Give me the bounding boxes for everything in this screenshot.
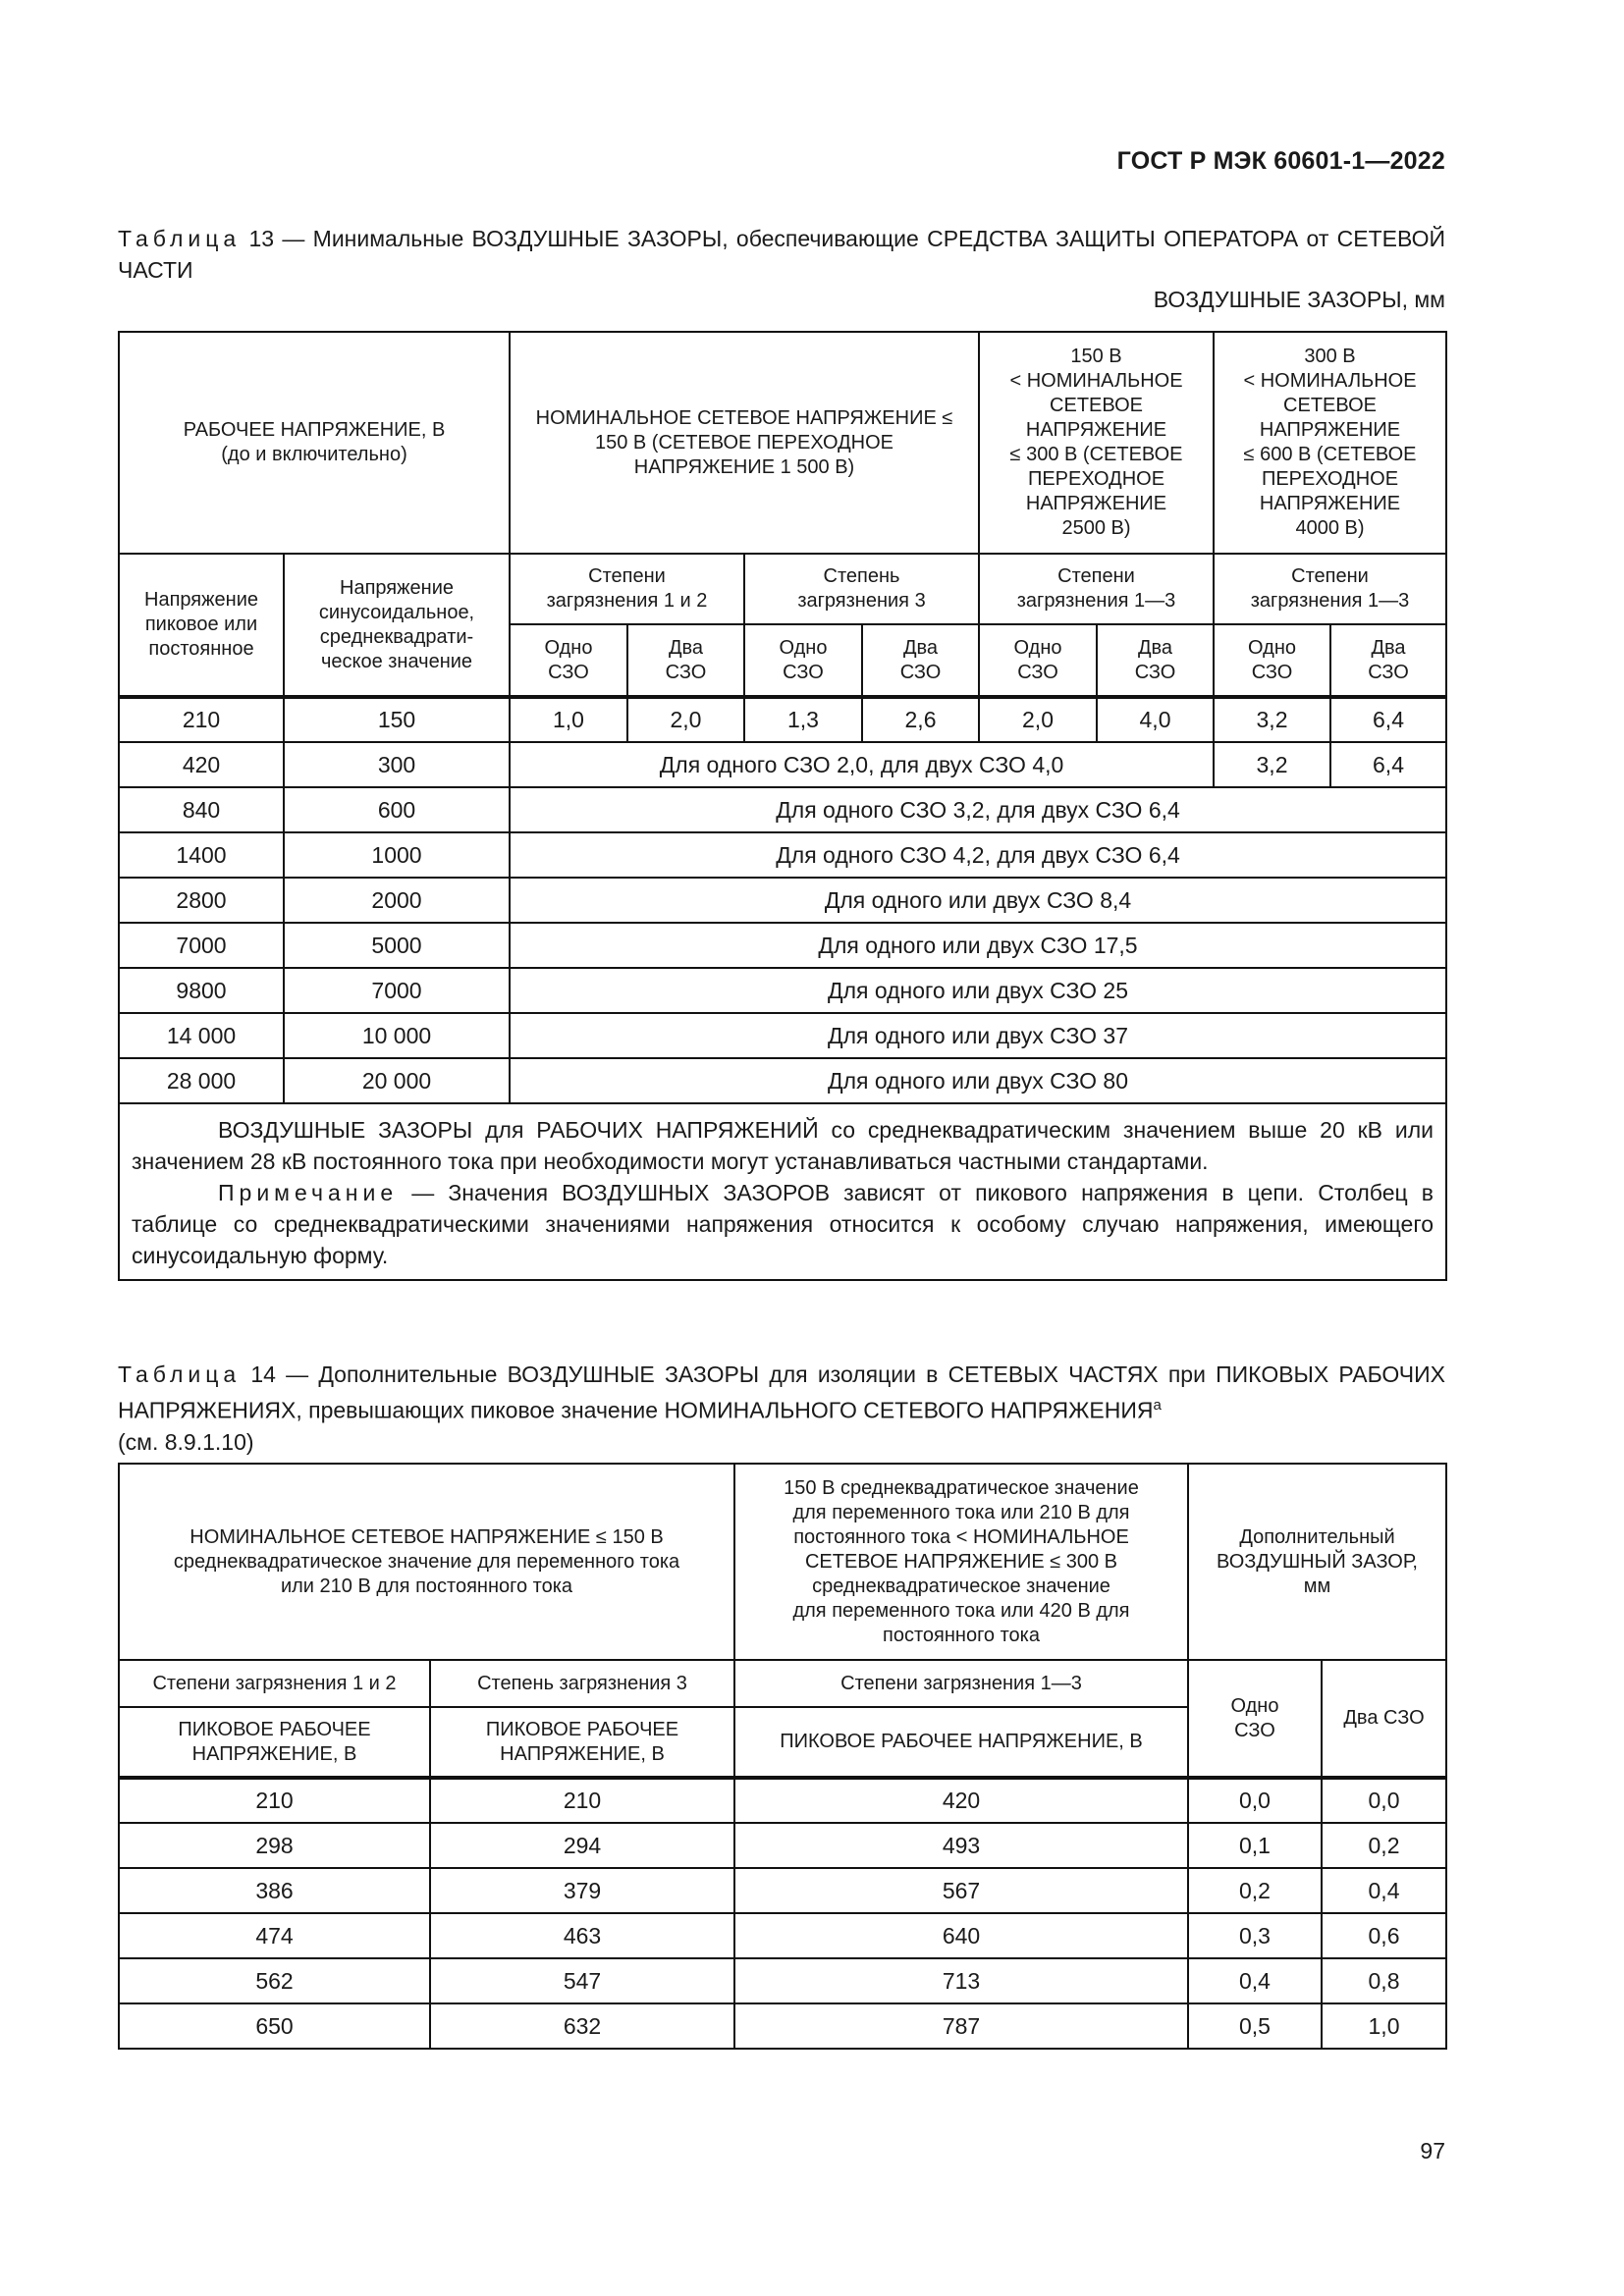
header-one-mop [979, 624, 1097, 697]
cell-value: 2,0 [627, 697, 744, 742]
table14-caption-ref: (см. 8.9.1.10) [118, 1428, 254, 1455]
header-rms-line: Напряжение [340, 576, 454, 599]
header-additional-line: Дополнительный [1239, 1525, 1395, 1548]
header-one-line: СЗО [1017, 661, 1058, 683]
cell-span-value: Для одного или двух СЗО 37 [510, 1013, 1446, 1058]
cell-rms: 1000 [284, 832, 510, 878]
table14-caption-label: Таблица [118, 1362, 242, 1387]
header-two-mop: Два СЗО [1322, 1660, 1446, 1778]
header-peak-line: ПИКОВОЕ РАБОЧЕЕ [485, 1718, 679, 1740]
header-mains-600-line: НАПРЯЖЕНИЕ [1259, 419, 1401, 441]
table13 [118, 331, 1447, 1281]
cell-value: 1,0 [1322, 2003, 1446, 2049]
table14-caption-text: 14 — Дополнительные ВОЗДУШНЫЕ ЗАЗОРЫ для изоляции в СЕТЕВЫХ ЧАСТЯХ при ПИКОВЫХ РАБОЧИХ НАПРЯЖЕНИЯХ, превышающих пиковое значение НОМИНАЛЬНОГО СЕТЕВОГО НАПРЯЖЕНИЯ [118, 1362, 1445, 1423]
header-mains-300-line: среднеквадратическое значение [812, 1575, 1110, 1597]
header-pollution-1-3 [979, 554, 1214, 624]
cell-value: 298 [119, 1823, 430, 1868]
cell-value: 787 [734, 2003, 1188, 2049]
header-pollution-line: Степени [1291, 565, 1369, 587]
header-pollution-3 [744, 554, 979, 624]
header-peak-line: НАПРЯЖЕНИЕ, В [500, 1742, 665, 1765]
header-two-line: Два [1371, 636, 1406, 659]
cell-value: 547 [430, 1958, 734, 2003]
header-peak-voltage [119, 554, 284, 697]
cell-peak: 1400 [119, 832, 284, 878]
header-pollution-1-3: Степени загрязнения 1—3 [734, 1660, 1188, 1707]
cell-value: 3,2 [1214, 742, 1330, 787]
cell-rms: 10 000 [284, 1013, 510, 1058]
table-row [119, 787, 1446, 832]
cell-value: 463 [430, 1913, 734, 1958]
header-pollution-line: Степени [588, 565, 666, 587]
header-peak-working-voltage [430, 1707, 734, 1778]
cell-rms: 150 [284, 697, 510, 742]
cell-value: 713 [734, 1958, 1188, 2003]
header-mains-300 [734, 1464, 1188, 1660]
cell-value: 3,2 [1214, 697, 1330, 742]
cell-span-value: Для одного СЗО 4,2, для двух СЗО 6,4 [510, 832, 1446, 878]
cell-value: 4,0 [1097, 697, 1214, 742]
header-one-line: Одно [1248, 636, 1296, 659]
header-two-line: Два [1137, 636, 1173, 659]
header-one-line: Одно [1230, 1694, 1279, 1717]
header-two-line: СЗО [1368, 661, 1409, 683]
header-one-line: СЗО [783, 661, 824, 683]
table-row [119, 1913, 1446, 1958]
header-mains-300-line: постоянного тока < НОМИНАЛЬНОЕ [793, 1525, 1129, 1548]
cell-value: 0,8 [1322, 1958, 1446, 2003]
cell-value: 294 [430, 1823, 734, 1868]
table13-caption [118, 223, 1445, 286]
table13-caption-text: 13 — Минимальные ВОЗДУШНЫЕ ЗАЗОРЫ, обеспечивающие СРЕДСТВА ЗАЩИТЫ ОПЕРАТОРА от СЕТЕВОЙ ЧАСТИ [118, 226, 1445, 283]
header-two-line: СЗО [665, 661, 707, 683]
table-row [119, 832, 1446, 878]
cell-span-value: Для одного или двух СЗО 8,4 [510, 878, 1446, 923]
cell-value: 210 [119, 1778, 430, 1823]
cell-value: 474 [119, 1913, 430, 1958]
header-one-line: Одно [544, 636, 593, 659]
cell-span-value: Для одного или двух СЗО 25 [510, 968, 1446, 1013]
header-pollution-line: Степень [823, 565, 900, 587]
header-rms-line: синусоидальное, [318, 601, 475, 623]
table13-note-paragraph: ВОЗДУШНЫЕ ЗАЗОРЫ для РАБОЧИХ НАПРЯЖЕНИЙ со среднеквадратическим значением выше 20 кВ или значением 28 кВ постоянного тока при необходимости могут устанавливаться частными стандартами. [132, 1117, 1435, 1174]
cell-value: 420 [734, 1778, 1188, 1823]
header-pollution-line: Степени [1057, 565, 1135, 587]
cell-value: 0,0 [1188, 1778, 1322, 1823]
table13-note-remark [132, 1177, 1434, 1271]
header-additional-line: мм [1303, 1575, 1331, 1597]
header-peak-line: Напряжение [144, 589, 258, 611]
header-mains-150 [510, 332, 979, 554]
header-mains-300-line: < НОМИНАЛЬНОЕ [1009, 370, 1183, 392]
header-peak-working-voltage: ПИКОВОЕ РАБОЧЕЕ НАПРЯЖЕНИЕ, В [734, 1707, 1188, 1778]
header-two-line: СЗО [1134, 661, 1176, 683]
header-mains-600-line: < НОМИНАЛЬНОЕ [1243, 370, 1417, 392]
table13-caption-label: Таблица [118, 226, 242, 251]
header-mains-300-line: постоянного тока [883, 1624, 1040, 1646]
cell-value: 0,6 [1322, 1913, 1446, 1958]
header-mains-150-line: НОМИНАЛЬНОЕ СЕТЕВОЕ НАПРЯЖЕНИЕ ≤ 150 В [189, 1525, 664, 1548]
cell-value: 0,3 [1188, 1913, 1322, 1958]
header-one-mop [744, 624, 862, 697]
header-pollution-line: загрязнения 1—3 [1250, 590, 1410, 612]
cell-peak: 14 000 [119, 1013, 284, 1058]
cell-peak: 28 000 [119, 1058, 284, 1103]
header-mains-300-line: ≤ 300 В (СЕТЕВОЕ [1009, 444, 1183, 465]
header-two-line: СЗО [899, 661, 942, 683]
table-row [119, 742, 1446, 787]
header-working-voltage-title: РАБОЧЕЕ НАПРЯЖЕНИЕ, В [183, 419, 446, 441]
cell-value: 650 [119, 2003, 430, 2049]
cell-value: 493 [734, 1823, 1188, 1868]
cell-value: 6,4 [1330, 697, 1446, 742]
header-one-line: Одно [1013, 636, 1062, 659]
header-mains-150-line: или 210 В для постоянного тока [280, 1575, 573, 1597]
header-mains-150-text: НОМИНАЛЬНОЕ СЕТЕВОЕ НАПРЯЖЕНИЕ ≤ 150 В (СЕТЕВОЕ ПЕРЕХОДНОЕ НАПРЯЖЕНИЕ 1 500 В) [535, 406, 953, 478]
header-one-line: СЗО [1251, 661, 1293, 683]
header-mains-300-line: НАПРЯЖЕНИЕ [1025, 419, 1167, 441]
table-row [119, 2003, 1446, 2049]
header-mains-600-line: СЕТЕВОЕ [1283, 395, 1377, 416]
header-rms-voltage [284, 554, 510, 697]
cell-value: 562 [119, 1958, 430, 2003]
header-mains-300-line: НАПРЯЖЕНИЕ [1025, 493, 1167, 514]
table-row [119, 968, 1446, 1013]
header-working-voltage [119, 332, 510, 554]
cell-span-value: Для одного СЗО 3,2, для двух СЗО 6,4 [510, 787, 1446, 832]
header-mains-600-line: ПЕРЕХОДНОЕ [1261, 468, 1399, 490]
cell-value: 640 [734, 1913, 1188, 1958]
header-pollution-1-2: Степени загрязнения 1 и 2 [119, 1660, 430, 1707]
header-mains-600-line: 300 В [1304, 346, 1356, 367]
cell-value: 0,2 [1322, 1823, 1446, 1868]
header-peak-line: постоянное [148, 638, 254, 660]
header-mains-600-line: ≤ 600 В (СЕТЕВОЕ [1243, 444, 1417, 465]
header-two-line: Два [668, 636, 704, 659]
cell-peak: 7000 [119, 923, 284, 968]
header-one-mop [510, 624, 627, 697]
table13-note-row [119, 1103, 1446, 1280]
header-two-mop [1330, 624, 1446, 697]
header-mains-300-line: для переменного тока или 420 В для [792, 1599, 1130, 1622]
header-peak-line: НАПРЯЖЕНИЕ, В [191, 1742, 357, 1765]
table-row [119, 923, 1446, 968]
cell-value: 2,6 [862, 697, 979, 742]
cell-rms: 5000 [284, 923, 510, 968]
header-mains-600-line: НАПРЯЖЕНИЕ [1259, 493, 1401, 514]
cell-value: 0,1 [1188, 1823, 1322, 1868]
cell-value: 6,4 [1330, 742, 1446, 787]
header-mains-600 [1214, 332, 1446, 554]
cell-peak: 210 [119, 697, 284, 742]
cell-rms: 2000 [284, 878, 510, 923]
table14-caption-footnote: a [1153, 1397, 1162, 1414]
table14 [118, 1463, 1447, 2050]
cell-value: 632 [430, 2003, 734, 2049]
header-mains-300-line: 2500 В) [1061, 517, 1131, 539]
cell-value: 0,0 [1322, 1778, 1446, 1823]
cell-value: 0,4 [1322, 1868, 1446, 1913]
header-mains-150-line: среднеквадратическое значение для переменного тока [173, 1550, 680, 1573]
cell-span-value: Для одного или двух СЗО 80 [510, 1058, 1446, 1103]
header-peak-working-voltage [119, 1707, 430, 1778]
cell-rms: 20 000 [284, 1058, 510, 1103]
header-rms-line: среднеквадрати- [319, 625, 474, 648]
cell-peak: 9800 [119, 968, 284, 1013]
cell-span-value: Для одного СЗО 2,0, для двух СЗО 4,0 [510, 742, 1214, 787]
header-two-mop [862, 624, 979, 697]
header-pollution-1-3 [1214, 554, 1446, 624]
cell-rms: 300 [284, 742, 510, 787]
note-label: Примечание [218, 1180, 399, 1205]
header-one-line: Одно [779, 636, 828, 659]
header-mains-300-line: СЕТЕВОЕ [1050, 395, 1143, 416]
cell-span-value: Для одного или двух СЗО 17,5 [510, 923, 1446, 968]
table-row [119, 1013, 1446, 1058]
header-mains-300-line: ПЕРЕХОДНОЕ [1027, 468, 1165, 490]
header-one-line: СЗО [1234, 1719, 1275, 1741]
header-mains-300-line: 150 В среднеквадратическое значение [784, 1476, 1139, 1499]
header-additional-line: ВОЗДУШНЫЙ ЗАЗОР, [1217, 1550, 1418, 1573]
header-pollution-line: загрязнения 1 и 2 [546, 590, 708, 612]
header-pollution-line: загрязнения 3 [797, 590, 926, 612]
table-row [119, 1868, 1446, 1913]
cell-value: 379 [430, 1868, 734, 1913]
cell-peak: 420 [119, 742, 284, 787]
header-additional-clearance [1188, 1464, 1446, 1660]
header-rms-line: ческое значение [320, 650, 473, 672]
header-pollution-line: загрязнения 1—3 [1016, 590, 1176, 612]
cell-value: 210 [430, 1778, 734, 1823]
header-two-mop [1097, 624, 1214, 697]
header-mains-600-line: 4000 В) [1295, 517, 1365, 539]
cell-value: 2,0 [979, 697, 1097, 742]
header-peak-line: ПИКОВОЕ РАБОЧЕЕ [178, 1718, 371, 1740]
header-mains-300-line: СЕТЕВОЕ НАПРЯЖЕНИЕ ≤ 300 В [804, 1550, 1118, 1573]
header-working-voltage-sub: (до и включительно) [221, 444, 407, 465]
header-mains-300-line: для переменного тока или 210 В для [792, 1501, 1130, 1523]
cell-value: 567 [734, 1868, 1188, 1913]
table-row [119, 1958, 1446, 2003]
document-standard-number: ГОСТ Р МЭК 60601-1—2022 [1116, 147, 1445, 175]
header-one-line: СЗО [548, 661, 589, 683]
table-row [119, 1058, 1446, 1103]
page-number: 97 [1420, 2138, 1445, 2163]
header-peak-line: пиковое или [144, 614, 258, 635]
header-pollution-3: Степень загрязнения 3 [430, 1660, 734, 1707]
header-two-mop [627, 624, 744, 697]
cell-value: 0,5 [1188, 2003, 1322, 2049]
header-mains-150 [119, 1464, 734, 1660]
cell-value: 0,4 [1188, 1958, 1322, 2003]
table-row [119, 697, 1446, 742]
cell-value: 1,0 [510, 697, 627, 742]
note-text: — Значения ВОЗДУШНЫХ ЗАЗОРОВ зависят от пикового напряжения в цепи. Столбец в таблице со среднеквадратическими значениями напряжения относится к особому случаю напряжения, имеющего синусоидальную форму. [132, 1180, 1435, 1268]
header-one-mop [1188, 1660, 1322, 1778]
table-row [119, 878, 1446, 923]
cell-value: 1,3 [744, 697, 862, 742]
table-row [119, 1823, 1446, 1868]
header-mains-300 [979, 332, 1214, 554]
cell-value: 0,2 [1188, 1868, 1322, 1913]
table14-caption [118, 1359, 1445, 1458]
table13-note [119, 1103, 1446, 1280]
header-mains-300-line: 150 В [1070, 346, 1122, 367]
header-one-mop [1214, 624, 1330, 697]
cell-value: 386 [119, 1868, 430, 1913]
header-pollution-1-2 [510, 554, 744, 624]
cell-peak: 840 [119, 787, 284, 832]
cell-peak: 2800 [119, 878, 284, 923]
cell-rms: 7000 [284, 968, 510, 1013]
header-two-line: Два [902, 636, 939, 659]
table13-units: ВОЗДУШНЫЕ ЗАЗОРЫ, мм [1153, 287, 1445, 312]
table-row [119, 1778, 1446, 1823]
cell-rms: 600 [284, 787, 510, 832]
